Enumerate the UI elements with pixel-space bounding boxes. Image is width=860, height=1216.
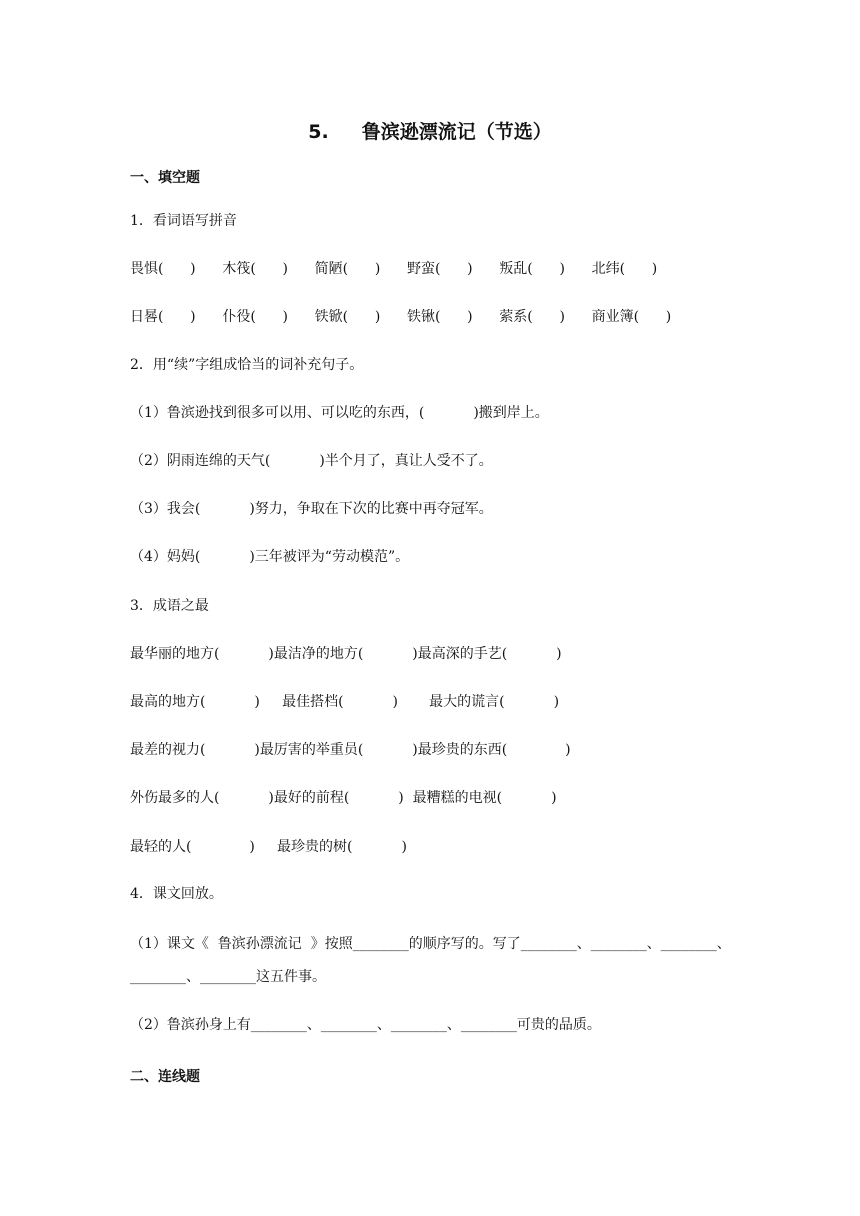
idiom-row-5: 最轻的人( ) 最珍贵的树( ) bbox=[130, 839, 407, 855]
idiom-row-2: 最高的地方( ) 最佳搭档( ) 最大的谎言( ) bbox=[130, 694, 560, 710]
pinyin-row-1: 畏惧( ) 木筏( ) 简陋( ) 野蛮( ) 叛乱( ) 北纬( ) bbox=[130, 261, 658, 277]
pinyin-row-2: 日晷( ) 仆役( ) 铁锨( ) 铁锹( ) 萦系( ) 商业簿( ) bbox=[130, 309, 672, 325]
question-1-label: 1．看词语写拼音 bbox=[130, 213, 237, 229]
document-title: 5. 鲁滨逊漂流记（节选） bbox=[308, 121, 552, 143]
idiom-row-3: 最差的视力( )最厉害的举重员( )最珍贵的东西( ) bbox=[130, 742, 571, 758]
question-4-label: 4．课文回放。 bbox=[130, 886, 223, 902]
question-2-label: 2．用“续”字组成恰当的词补充句子。 bbox=[130, 357, 364, 373]
question-4-item-2: （2）鲁滨孙身上有________、________、________、________可贵的品质。 bbox=[130, 1017, 601, 1033]
question-2-item-3: （3）我会( )努力，争取在下次的比赛中再夺冠军。 bbox=[130, 501, 493, 517]
idiom-row-4: 外伤最多的人( )最好的前程( ) 最糟糕的电视( ) bbox=[130, 790, 557, 806]
section-heading-fill-in: 一、填空题 bbox=[130, 170, 200, 186]
question-4-item-1-line-1: （1）课文《 鲁滨孙漂流记 》按照________的顺序写的。写了________、________、________、 bbox=[130, 936, 731, 952]
question-2-item-4: （4）妈妈( )三年被评为“劳动模范”。 bbox=[130, 549, 410, 565]
question-4-item-1-line-2: ________、________这五件事。 bbox=[130, 969, 326, 985]
idiom-row-1: 最华丽的地方( )最洁净的地方( )最高深的手艺( ) bbox=[130, 646, 562, 662]
question-2-item-1: （1）鲁滨逊找到很多可以用、可以吃的东西，( )搬到岸上。 bbox=[130, 405, 549, 421]
section-heading-matching: 二、连线题 bbox=[130, 1069, 200, 1085]
question-3-label: 3．成语之最 bbox=[130, 598, 209, 614]
question-2-item-2: （2）阴雨连绵的天气( )半个月了，真让人受不了。 bbox=[130, 453, 493, 469]
